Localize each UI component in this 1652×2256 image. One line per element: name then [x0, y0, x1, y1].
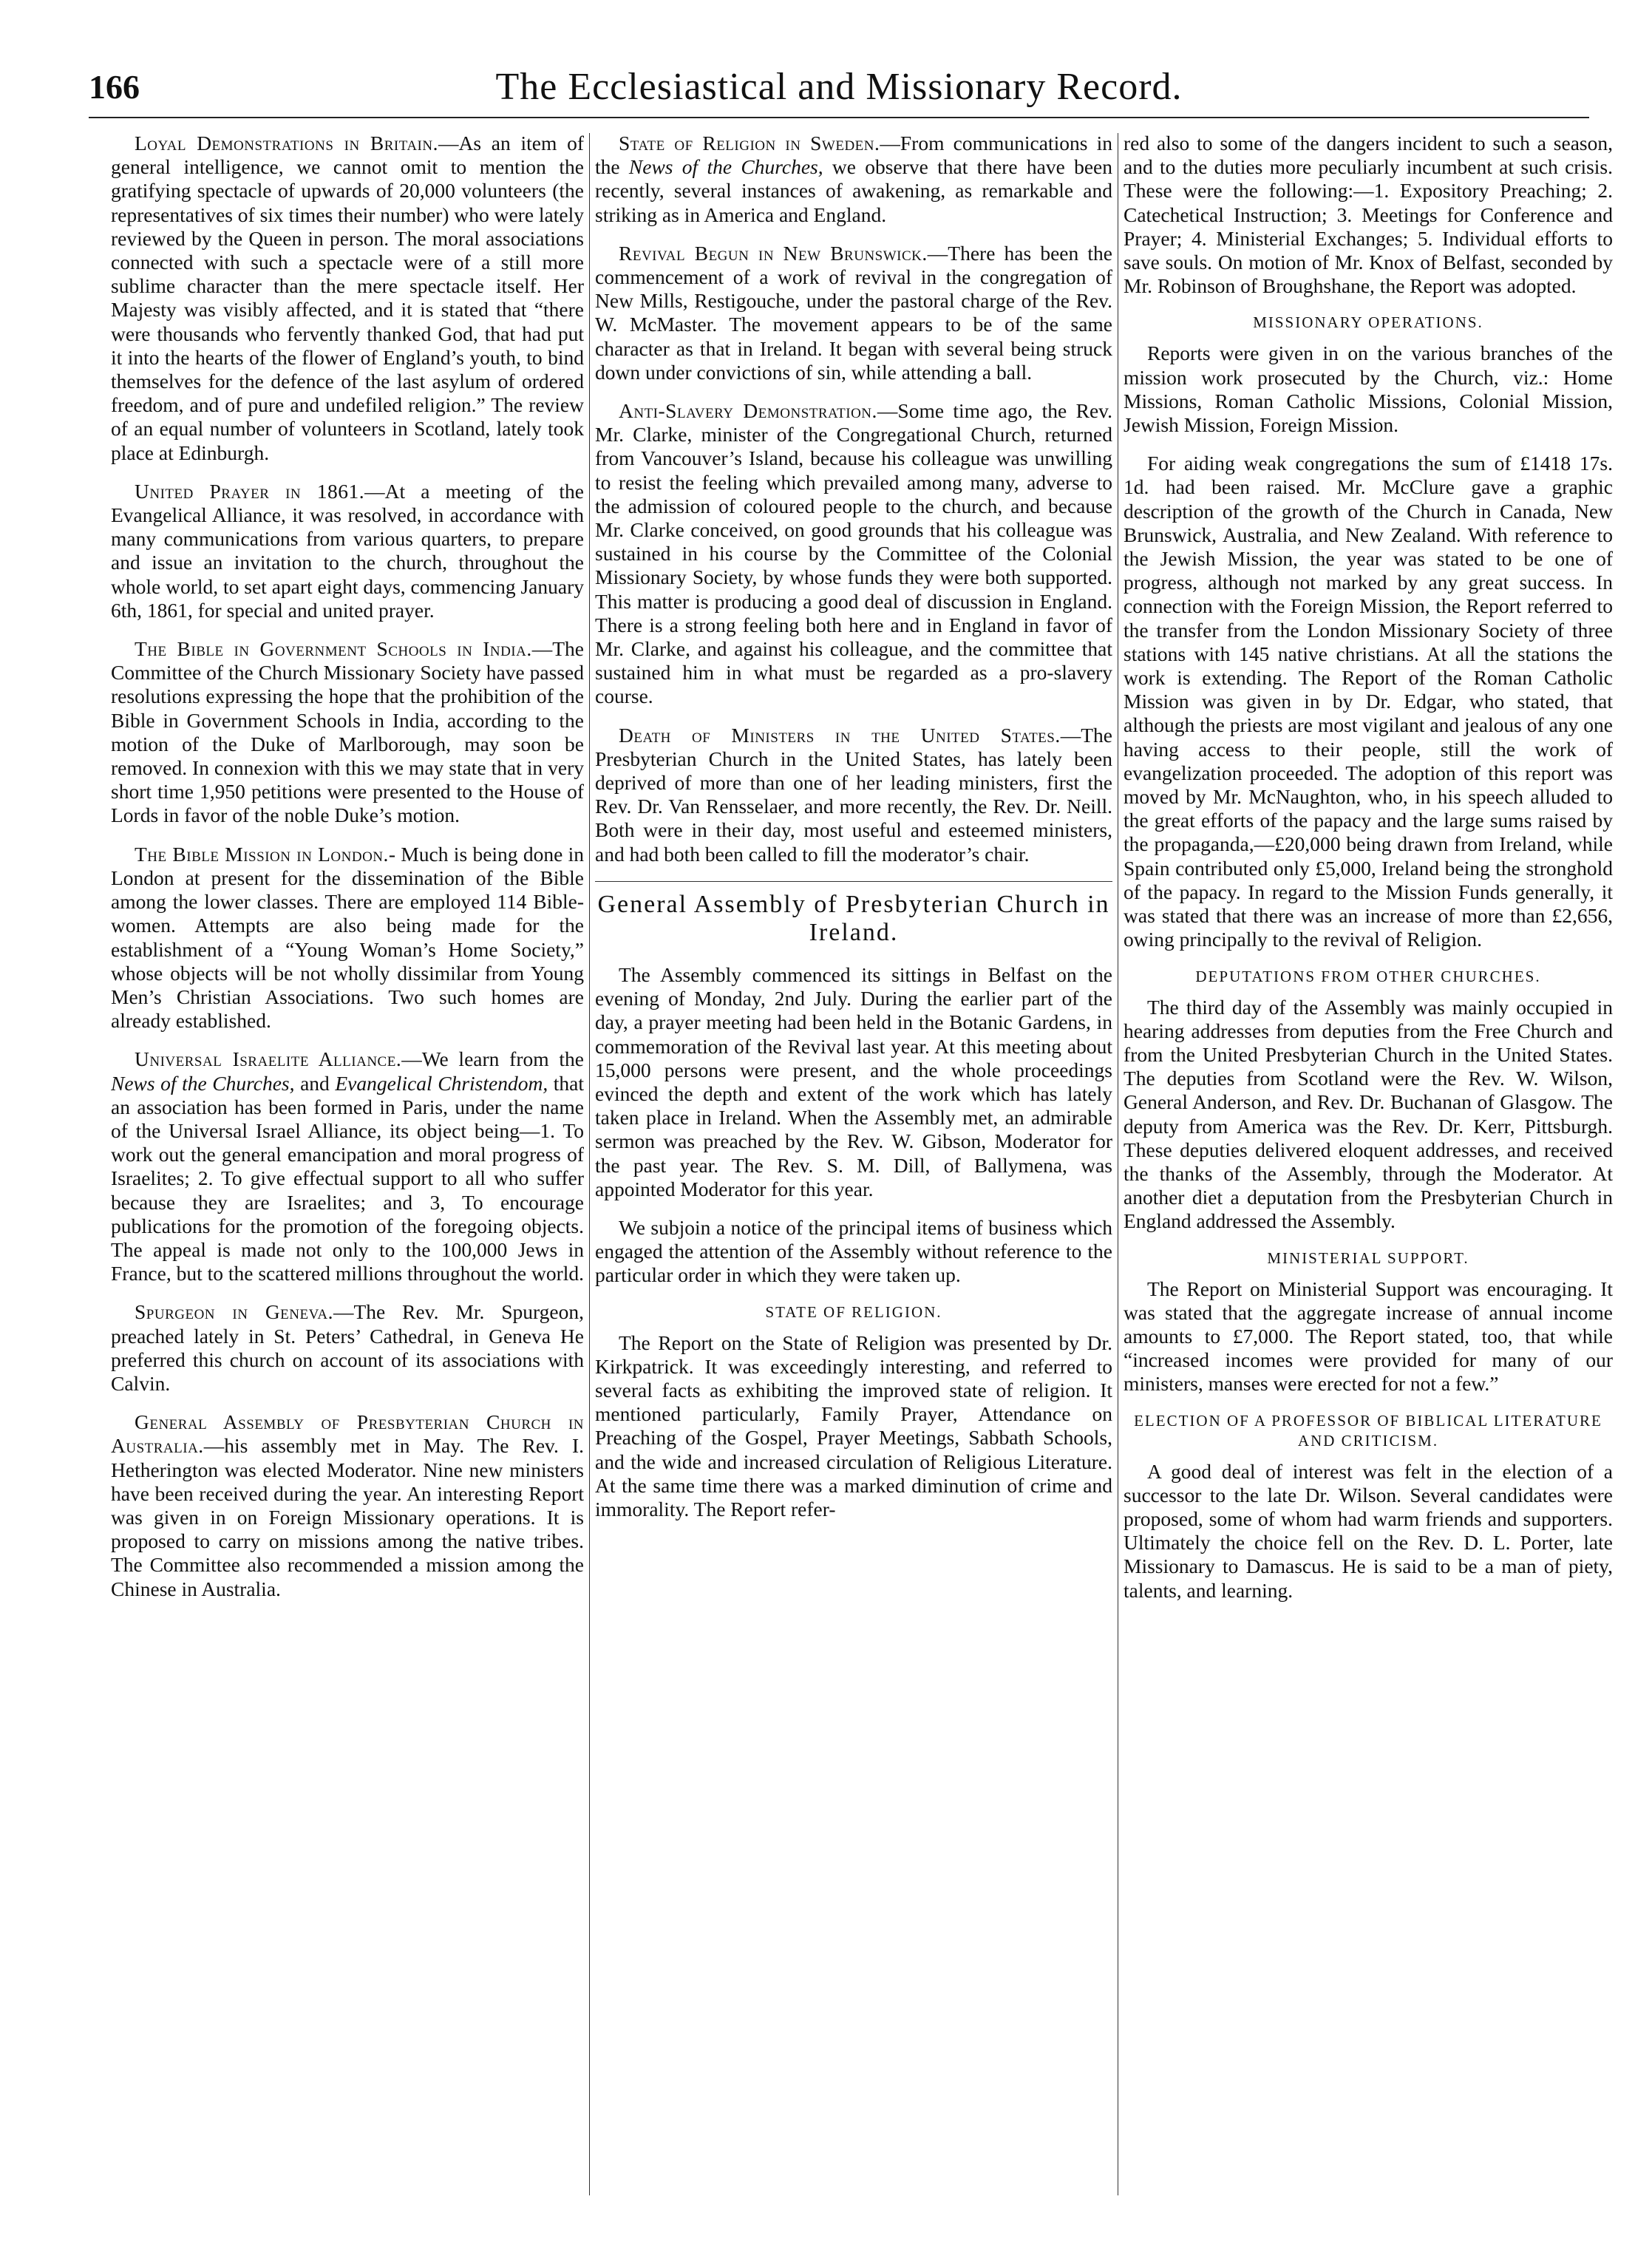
article-text: —From communications in the — [595, 132, 1112, 179]
article-lead: Loyal Demonstrations in Britain. — [135, 132, 438, 154]
subheading-deputations: DEPUTATIONS FROM OTHER CHURCHES. — [1195, 967, 1541, 985]
article-lead: Spurgeon in Geneva. — [135, 1300, 333, 1324]
article-israelite-alliance — [111, 1047, 584, 1285]
assembly-intro-paragraph: We subjoin a notice of the principal items of business which engaged the attention of the Assembly without reference to the particular order in which they were taken up. — [595, 1215, 1112, 1287]
article-lead: United Prayer in 1861. — [135, 479, 365, 503]
article-lead: General Assembly of Presbyterian Church in Australia. — [111, 1410, 584, 1458]
article-anti-slavery — [595, 399, 1112, 709]
column-divider-1 — [589, 133, 590, 2195]
article-lead: Anti-Slavery Demonstration. — [619, 399, 877, 423]
assembly-intro-paragraph: The Assembly commenced its sittings in Belfast on the evening of Monday, 2nd July. During the earlier part of the day, a prayer meeting had been held in the Botanic Gardens, in commemoration of the Revival last year. At this meeting about 15,000 persons were present, and the whole proceedings evinced the depth and extent of the work which has lately taken place in Ireland. When the Assembly met, an admirable sermon was preached by the Rev. W. Gibson, Moderator for the past year. The Rev. S. M. Dill, of Ballymena, was appointed Moderator for this year. — [595, 962, 1112, 1200]
column-3 — [1124, 132, 1613, 2201]
article-text: —his assembly met in May. The Rev. I. Hetherington was elected Moderator. Nine new ministers have been received during the year. An interesting Report was given in on Foreign Missionary operations. It is proposed to carry on missions among the native tribes. The Committee also recommended a mission among the Chinese in Australia. — [111, 1434, 584, 1600]
article-text: we observe that there have been recently, several instances of awakening, as remarkable and striking as in America and England. — [595, 155, 1112, 226]
article-text: that an association has been formed in Paris, under the name of the Universal Israel Alliance, its object being—1. To work out the general emancipation and moral progress of Israelites; 2. To give effectual support to all who suffer because they are Israelites; and 3, To encourage publications for the promotion of the foregoing objects. The appeal is made not only to the 100,000 Jews in France, but to the scattered millions throughout the world. — [111, 1071, 584, 1285]
article-lead: State of Religion in Sweden. — [619, 132, 880, 154]
article-lead: The Bible in Government Schools in India. — [135, 637, 532, 661]
article-lead: Revival Begun in New Brunswick. — [619, 241, 928, 265]
article-revival-new-brunswick — [595, 242, 1112, 384]
election-paragraph: A good deal of interest was felt in the election of a successor to the late Dr. Wilson. Several candidates were proposed, some of whom had warm friends and supporters. Ultimately the choice fell on the Rev. D. L. Porter, late Missionary to Damascus. He is said to be a man of piety, talents, and learning. — [1124, 1459, 1613, 1602]
article-text: —Some time ago, the Rev. Mr. Clarke, minister of the Congregational Church, returned from Vancouver’s Island, because his colleague was unwilling to resist the feeling which prevailed among many, adverse to the admission of coloured people to the church, and because Mr. Clarke conceived, on good grounds that his colleague was sustained in his course by the Committee of the Colonial Missionary Society, by whose funds they were both supported. This matter is producing a good deal of discussion in England. There is a strong feeling both here and in England in favor of Mr. Clarke, and against his colleague, and the committee that sustained him in what must be regarded as a pro-slavery course. — [595, 399, 1112, 708]
publication-title: News of the Churches, — [628, 155, 823, 179]
article-loyal-demonstrations — [111, 132, 584, 465]
article-text: —There has been the commencement of a work of revival in the congregation of New Mills, Restigouche, under the pastoral charge of the Rev. W. McMaster. The movement appears to be of the same character as that in Ireland. It began with several being struck down under convictions of sin, while attending a ball. — [595, 241, 1112, 384]
article-text: and — [294, 1071, 336, 1095]
article-text: —The Committee of the Church Missionary Society have passed resolutions expressing the hope that the prohibition of the Bible in Government Schools in India, according to the motion of the Duke of Marlborough, may soon be removed. In connexion with this we may state that in very short time 1,950 petitions were presented to the House of Lords in favor of the noble Duke’s motion. — [111, 637, 584, 827]
missionary-paragraph: For aiding weak congregations the sum of £1418 17s. 1d. had been raised. Mr. McClure gave a graphic description of the growth of the Church in Canada, New Brunswick, Australia, and New Zealand. With reference to the Jewish Mission, the year was stated to be one of progress, although not marked by any great success. In connection with the Foreign Mission, the Report referred to the transfer from the London Missionary Society of three stations with 145 native christians. At all the stations the work is extending. The Report of the Roman Catholic Mission was given in by Dr. Edgar, who stated, that although the priests are most vigilant and jealous of any one having access to their people, still the work of evangelization proceeded. The adoption of this report was moved by Mr. McNaughton, who, in his speech alluded to the great efforts of the papacy and the large sums raised by the propaganda,—£20,000 being drawn from Ireland, while Spain contributed only £5,000, Ireland being the stronghold of the papacy. In regard to the Mission Funds generally, it was stated that there was an increase of more than £2,656, owing principally to the revival of Religion. — [1124, 452, 1613, 951]
running-title: The Ecclesiastical and Missionary Record. — [495, 66, 1183, 108]
article-death-of-ministers — [595, 724, 1112, 866]
subheading-state-of-religion: STATE OF RELIGION. — [765, 1302, 942, 1321]
article-text: - Much is being done in London at present for the dissemination of the Bible among the lower classes. There are employed 114 Bible-women. Attempts are also being made for the establishment of a “Young Woman’s Home Society,” whose objects will be not wholly dissimilar from Young Men’s Christian Associations. Two such homes are already established. — [111, 842, 584, 1033]
column-2 — [595, 132, 1112, 2201]
article-text: —At a meeting of the Evangelical Alliance, it was resolved, in accordance with many communications from various quarters, to prepare and issue an invitation to the church, throughout the whole world, to set apart eight days, commencing January 6th, 1861, for special and united prayer. — [111, 479, 584, 622]
page-header — [89, 65, 1589, 118]
article-text: —As an item of general intelligence, we cannot omit to mention the gratifying spectacle of upwards of 20,000 volunteers (the representatives of six times their number) who were lately reviewed by the Queen in person. The moral associations connected with such a spectacle were of a still more sublime character than the mere spectacle itself. Her Majesty was visibly affected, and it is stated that “there were thousands who fervently thanked God, that had put it into the hearts of the flower of England’s youth, to bind themselves for the defence of the last asylum of ordered freedom, and of pure and undefiled religion.” The review of an equal number of volunteers in Scotland, lately took place at Edinburgh. — [111, 132, 584, 464]
article-text: —The Presbyterian Church in the United States, has lately been deprived of more than one of her leading ministers, first the Rev. Dr. Van Rensselaer, and more recently, the Rev. Dr. Neill. Both were in their day, most useful and esteemed ministers, and had both been called to fill the moderator’s chair. — [595, 723, 1112, 866]
article-united-prayer — [111, 480, 584, 622]
publication-title: News of the Churches, — [111, 1071, 295, 1095]
page-number: 166 — [89, 68, 140, 106]
missionary-paragraph: Reports were given in on the various branches of the mission work prosecuted by the Church, viz.: Home Missions, Roman Catholic Missions, Colonial Mission, Jewish Mission, Foreign Mission. — [1124, 342, 1613, 437]
column-1 — [111, 132, 584, 2201]
section-heading-general-assembly: General Assembly of Presbyterian Church in Ireland. — [595, 881, 1112, 947]
article-text: —We learn from the — [401, 1047, 584, 1071]
subheading-election-professor: ELECTION OF A PROFESSOR OF BIBLICAL LITERATURE AND CRITICISM. — [1134, 1411, 1602, 1450]
article-lead: The Bible Mission in London. — [135, 842, 389, 866]
article-assembly-australia — [111, 1410, 584, 1601]
subheading-ministerial-support: MINISTERIAL SUPPORT. — [1267, 1248, 1469, 1267]
article-spurgeon-geneva — [111, 1300, 584, 1396]
ministerial-support-paragraph: The Report on Ministerial Support was encouraging. It was stated that the aggregate increase of annual income amounts to £7,000. The Report stated, too, that while “increased incomes were provided for many of our ministers, manses were erected for not a few.” — [1124, 1277, 1613, 1396]
publication-title: Evangelical Christendom, — [335, 1071, 548, 1095]
article-lead: Death of Ministers in the United States. — [619, 723, 1061, 747]
article-bible-mission-london — [111, 843, 584, 1033]
article-text: —The Rev. Mr. Spurgeon, preached lately in St. Peters’ Cathedral, in Geneva He preferred this church on account of its associations with Calvin. — [111, 1300, 584, 1395]
deputations-paragraph: The third day of the Assembly was mainly occupied in hearing addresses from deputies from the Free Church and from the United Presbyterian Church in the United States. The deputies from Scotland were the Rev. W. Wilson, General Anderson, and Rev. Dr. Buchanan of Glasgow. The deputy from America was the Rev. Dr. Kerr, Pittsburgh. These deputies delivered eloquent addresses, and received the thanks of the Assembly, through the Moderator. At another diet a deputation from the Presbyterian Church in England addressed the Assembly. — [1124, 995, 1613, 1233]
article-lead: Universal Israelite Alliance. — [135, 1047, 402, 1071]
religion-report-paragraph: The Report on the State of Religion was presented by Dr. Kirkpatrick. It was exceedingly interesting, and referred to several facts as exhibiting the improved state of religion. It mentioned particularly, Family Prayer, Attendance on Preaching of the Gospel, Prayer Meetings, Sabbath Schools, and the wide and increased circulation of Religious Literature. At the same time there was a marked diminution of crime and immorality. The Report refer- — [595, 1331, 1112, 1521]
religion-report-continued: red also to some of the dangers incident to such a season, and to the duties more peculiarly incumbent at such crisis. These were the following:—1. Expository Preaching; 2. Catechetical Instruction; 3. Meetings for Conference and Prayer; 4. Ministerial Exchanges; 5. Individual efforts to save souls. On motion of Mr. Knox of Belfast, seconded by Mr. Robinson of Broughshane, the Report was adopted. — [1124, 132, 1613, 298]
subheading-missionary-operations: MISSIONARY OPERATIONS. — [1253, 313, 1483, 332]
article-religion-sweden — [595, 132, 1112, 227]
article-bible-india — [111, 637, 584, 828]
